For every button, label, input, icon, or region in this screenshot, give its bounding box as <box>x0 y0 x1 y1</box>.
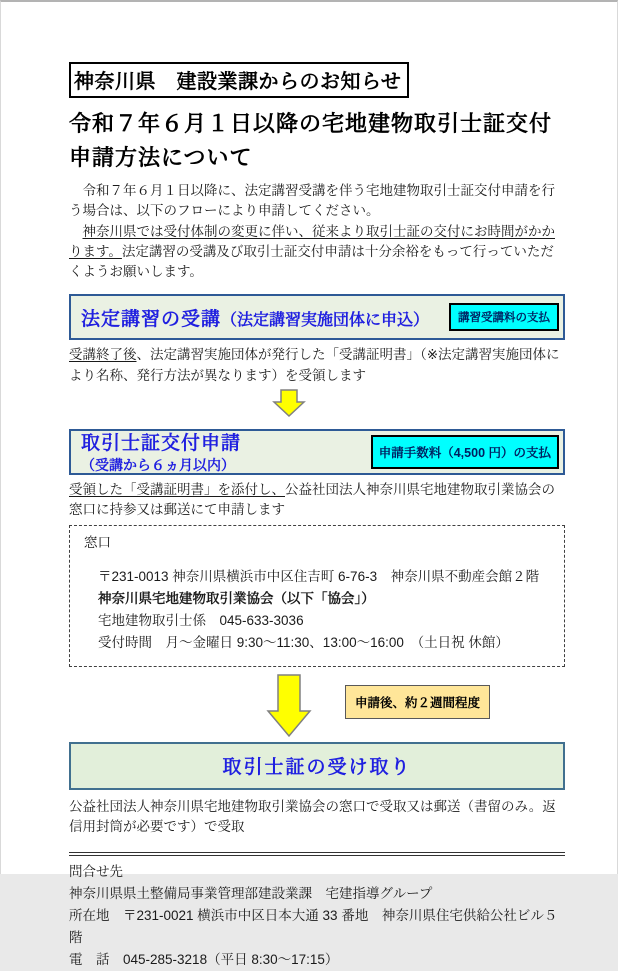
flow-arrow-row <box>69 674 565 740</box>
footer-address-line: 所在地 〒231-0021 横浜市中区日本大通 33 番地 神奈川県住宅供給公社ビル５階 <box>69 908 558 945</box>
window-phone-line: 宅地建物取引士係 045-633-3036 <box>98 613 304 629</box>
window-box-label: 窓口 <box>84 535 111 551</box>
footer-divider <box>69 852 565 856</box>
title-line-1: 令和７年６月１日以降の宅地建物取引士証交付 <box>69 111 553 136</box>
step2-title-sub: （受講から６ヵ月以内） <box>81 457 235 474</box>
processing-time-badge: 申請後、約２週間程度 <box>345 685 490 719</box>
intro-paragraph-2-rest: 法定講習の受講及び取引士証交付申請は十分余裕をもって行っていただくようお願いします。 <box>69 243 554 280</box>
down-arrow-icon <box>266 674 312 738</box>
window-info-box <box>69 525 565 666</box>
intro-paragraph-1: 令和７年６月１日以降に、法定講習受講を伴う宅地建物取引士証交付申請を行う場合は、以下のフローにより申請してください。 <box>69 183 555 219</box>
step3-note: 公益社団法人神奈川県宅地建物取引業協会の窓口で受取又は郵送（書留のみ。返信用封筒が必要です）で受取 <box>69 798 556 835</box>
step2-box <box>69 429 565 475</box>
step1-note-rest: 、法定講習実施団体が発行した「受講証明書」（※法定講習実施団体により名称、発行方法が異なります）を受領します <box>69 347 560 383</box>
intro-paragraph-2 <box>69 222 565 283</box>
step2-title <box>81 428 371 475</box>
down-arrow-icon <box>272 389 306 417</box>
step2-note-underlined: 受領した「受講証明書」を添付し、 <box>69 481 285 497</box>
step1-title-main: 法定講習の受講 <box>81 308 222 330</box>
step2-title-main: 取引士証交付申請 <box>81 433 242 455</box>
footer-phone-line: 電 話 045-285-3218（平日 8:30～17:15） <box>69 951 339 967</box>
step2-note-rest: 公益社団法人神奈川県宅地建物取引業協会の窓口に持参又は郵送にて申請します <box>69 481 555 518</box>
step3-box <box>69 742 565 790</box>
window-hours-line: 受付時間 月～金曜日 9:30～11:30、13:00～16:00 （土日祝 休館） <box>98 635 509 651</box>
window-association-line: 神奈川県宅地建物取引業協会（以下「協会」） <box>98 591 375 607</box>
footer-heading: 問合せ先 <box>69 864 123 880</box>
step1-fee-badge: 講習受講料の支払 <box>449 303 559 331</box>
step1-title-sub: （法定講習実施団体に申込） <box>221 311 430 329</box>
step1-box <box>69 294 565 340</box>
notice-header-label: 神奈川県 建設業課からのお知らせ <box>74 71 402 93</box>
step2-note <box>69 480 565 521</box>
step1-note <box>69 345 565 386</box>
notice-header-box <box>69 62 409 98</box>
title-line-2: 申請方法について <box>69 145 253 171</box>
footer-contact <box>69 861 565 970</box>
page-title <box>69 107 565 175</box>
footer-department-line: 神奈川県県土整備局事業管理部建設業課 宅建指導グループ <box>69 886 433 902</box>
step2-fee-badge: 申請手数料（4,500 円）の支払 <box>371 435 559 469</box>
window-info-lines <box>98 566 554 653</box>
window-address-line: 〒231-0013 神奈川県横浜市中区住吉町 6-76-3 神奈川県不動産会館２階 <box>98 569 540 585</box>
step1-note-underlined: 受講終了後 <box>69 347 137 363</box>
step1-title <box>81 304 429 331</box>
intro-warning-underlined: 神奈川県では受付体制の変更に伴い、従来より取引士証の交付にお時間がかかります。 <box>69 223 555 259</box>
step3-title: 取引士証の受け取り <box>222 757 412 779</box>
